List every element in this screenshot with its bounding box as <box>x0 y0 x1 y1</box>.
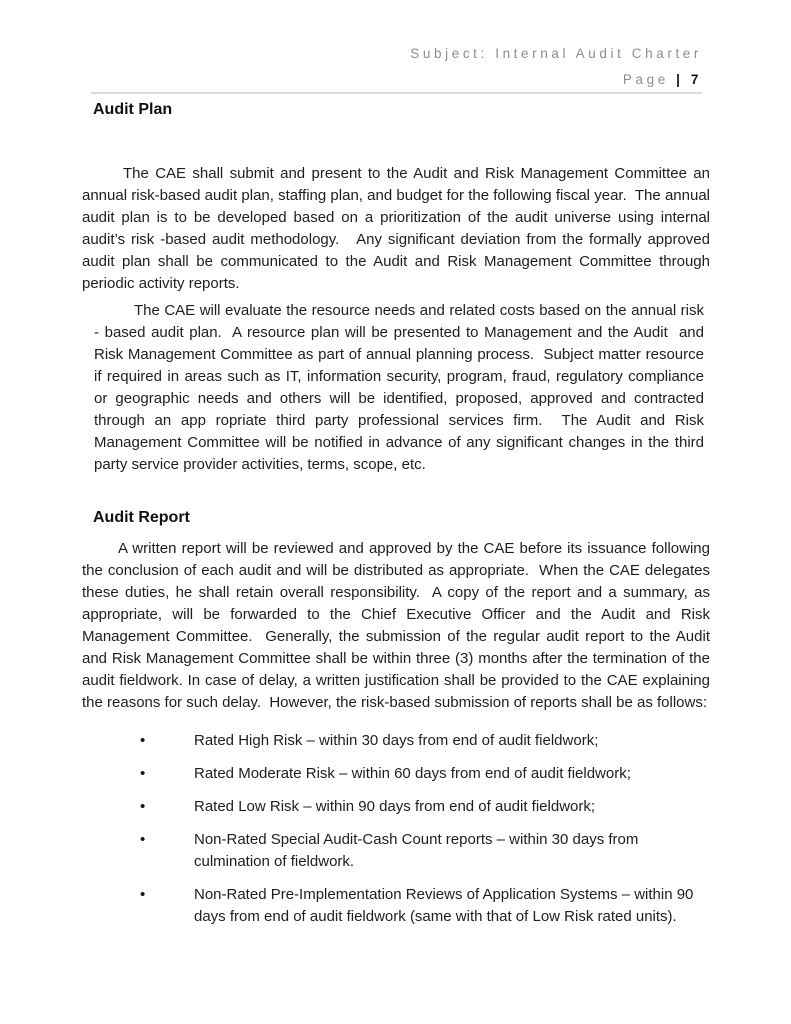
section-heading-audit-plan: Audit Plan <box>93 101 173 118</box>
bullet-icon: • <box>140 765 146 782</box>
list-item-text: Rated High Risk – within 30 days from end of audit fieldwork; <box>194 732 599 749</box>
list-item-text: Non-Rated Pre-Implementation Reviews of Application Systems – within 90 days from end of audit fieldwork (same with that of Low Risk rated units). <box>194 886 694 925</box>
bullet-icon: • <box>140 732 146 749</box>
document-body <box>82 100 715 939</box>
list-item <box>82 829 710 873</box>
bullet-icon: • <box>140 798 146 815</box>
header-divider <box>91 92 702 94</box>
header-page-line <box>91 72 702 87</box>
page-word: Page <box>622 72 677 87</box>
section-heading-audit-report: Audit Report <box>93 509 190 526</box>
list-item <box>82 763 710 785</box>
list-item-text: Rated Moderate Risk – within 60 days from end of audit fieldwork; <box>194 765 631 782</box>
page-number: | 7 <box>676 72 702 87</box>
paragraph-audit-report-1: A written report will be reviewed and approved by the CAE before its issuance following the conclusion of each audit and will be distributed as appropriate. When the CAE delegates these duties, he shall retain overall responsibility. A copy of the report and a summary, as appropriate, will be forwarded to the Chief Executive Officer and the Audit and Risk Management Committee. Generally, the submission of the regular audit report to the Audit and Risk Management Committee shall be within three (3) months after the termination of the audit fieldwork. In case of delay, a written justification shall be provided to the CAE explaining the reasons for such delay. However, the risk-based submission of reports shall be as follows: <box>82 540 715 711</box>
page-header <box>91 46 702 102</box>
bullet-icon: • <box>140 886 146 903</box>
paragraph-audit-plan-1: The CAE shall submit and present to the Audit and Risk Management Committee an annual risk-based audit plan, staffing plan, and budget for the following fiscal year. The annual audit plan is to be developed based on a prioritization of the audit universe using internal audit’s risk -based audit methodology. Any significant deviation from the formally approved audit plan shall be communicated to the Audit and Risk Management Committee through periodic activity reports. <box>82 165 715 292</box>
report-deadlines-list <box>82 730 710 928</box>
list-item <box>82 730 710 752</box>
list-item-text: Rated Low Risk – within 90 days from end of audit fieldwork; <box>194 798 596 815</box>
header-subject: Subject: Internal Audit Charter <box>410 46 702 61</box>
list-item <box>82 884 710 928</box>
list-item-text: Non-Rated Special Audit-Cash Count reports – within 30 days from culmination of fieldwork. <box>194 831 639 870</box>
paragraph-audit-plan-2: The CAE will evaluate the resource needs and related costs based on the annual risk - based audit plan. A resource plan will be presented to Management and the Audit and Risk Management Committee as part of annual planning process. Subject matter resource if required in areas such as IT, information security, program, fraud, regulatory compliance or geographic needs and others will be identified, proposed, approved and contracted through an app ropriate third party professional services firm. The Audit and Risk Management Committee will be notified in advance of any significant changes in the third party service provider activities, terms, scope, etc. <box>94 302 713 473</box>
list-item <box>82 796 710 818</box>
bullet-icon: • <box>140 831 146 848</box>
